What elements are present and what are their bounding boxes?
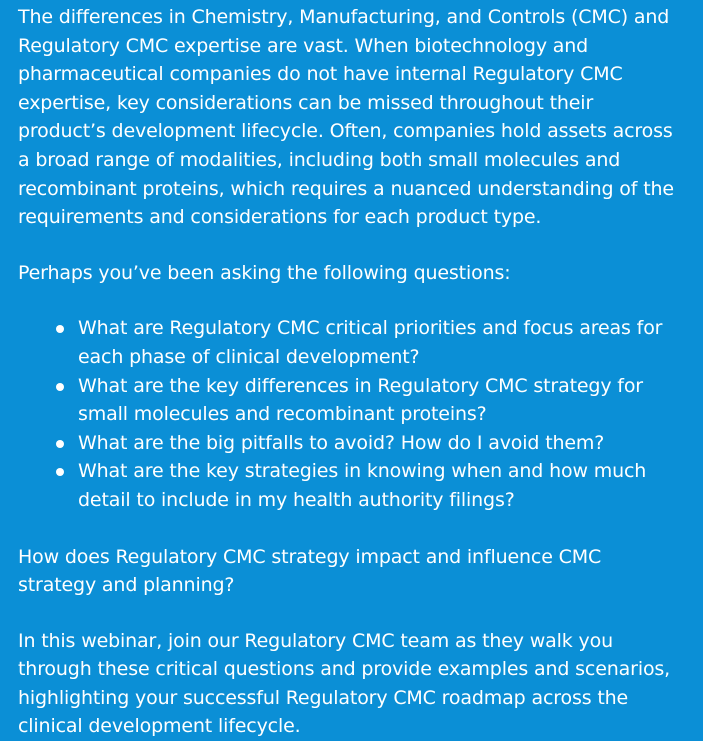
question-text: What are Regulatory CMC critical priorities and focus areas for each phase of clinical development? (78, 317, 663, 368)
question-item (56, 457, 685, 514)
strategy-paragraph: How does Regulatory CMC strategy impact and influence CMC strategy and planning? (18, 545, 602, 597)
webinar-paragraph: In this webinar, join our Regulatory CMC team as they walk you through these critical questions and provide examples and scenarios, highlighting your successful Regulatory CMC roadmap across the clinical development lifecycle. (18, 629, 671, 738)
bullet-dot-icon (56, 383, 64, 391)
questions-lead-in: Perhaps you’ve been asking the following questions: (18, 261, 511, 284)
question-text: What are the big pitfalls to avoid? How do I avoid them? (78, 431, 605, 454)
question-item (56, 372, 685, 429)
question-text: What are the key strategies in knowing when and how much detail to include in my health authority filings? (78, 460, 647, 511)
question-item (56, 429, 685, 458)
bullet-dot-icon (56, 325, 64, 333)
question-text: What are the key differences in Regulatory CMC strategy for small molecules and recombinant proteins? (78, 374, 643, 426)
bullet-dot-icon (56, 440, 64, 448)
question-item (56, 314, 685, 371)
bullet-dot-icon (56, 468, 64, 476)
question-list (18, 314, 685, 514)
intro-paragraph: The differences in Chemistry, Manufacturing, and Controls (CMC) and Regulatory CMC expertise are vast. When biotechnology and pharmaceutical companies do not have internal Regulatory CMC expertise, key considerations can be missed throughout their product’s development lifecycle. Often, companies hold assets across a broad range of modalities, including both small molecules and recombinant proteins, which requires a nuanced understanding of the requirements and considerations for each product type. (18, 6, 674, 229)
